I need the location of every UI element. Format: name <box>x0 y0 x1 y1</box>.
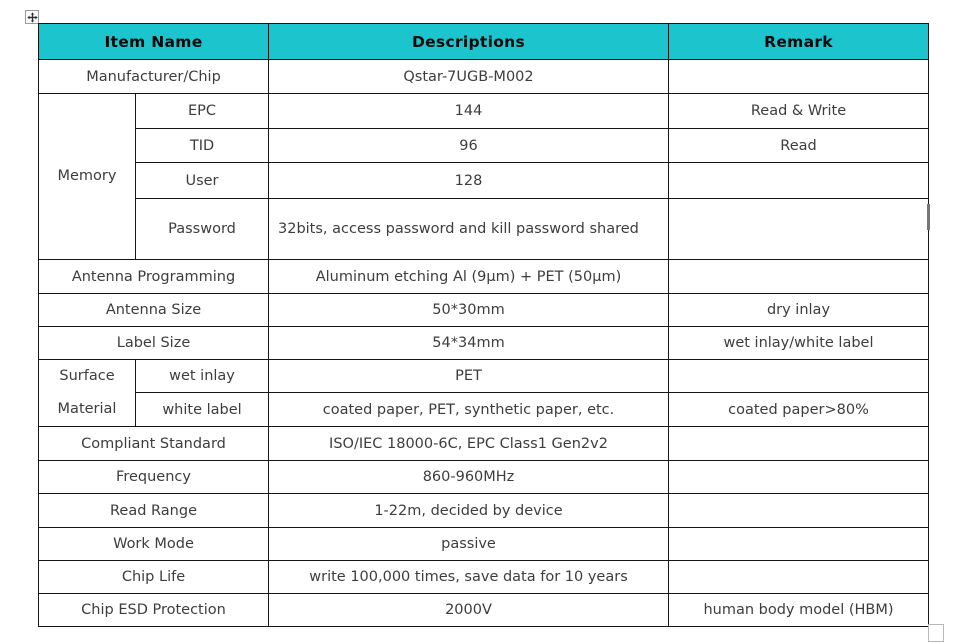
row-work-mode <box>39 528 929 561</box>
row-surface-white-label <box>39 393 929 427</box>
user-label-cell[interactable]: User <box>136 163 269 199</box>
epc-remark-cell[interactable]: Read & Write <box>669 94 929 129</box>
password-remark-cell[interactable] <box>669 199 929 260</box>
label-size-remark-cell[interactable]: wet inlay/white label <box>669 327 929 360</box>
header-descriptions[interactable]: Descriptions <box>269 24 669 60</box>
header-row <box>39 24 929 60</box>
row-chip-esd <box>39 594 929 627</box>
read-range-remark-cell[interactable] <box>669 494 929 528</box>
antenna-size-label-cell[interactable]: Antenna Size <box>39 294 269 327</box>
row-frequency <box>39 461 929 494</box>
wet-inlay-desc-cell[interactable]: PET <box>269 360 669 393</box>
memory-group-cell[interactable]: Memory <box>39 94 136 260</box>
antenna-programming-desc-cell[interactable]: Aluminum etching Al (9μm) + PET (50μm) <box>269 260 669 294</box>
tid-remark-cell[interactable]: Read <box>669 129 929 163</box>
frequency-label-cell[interactable]: Frequency <box>39 461 269 494</box>
chip-esd-remark-cell[interactable]: human body model (HBM) <box>669 594 929 627</box>
work-mode-desc-cell[interactable]: passive <box>269 528 669 561</box>
row-antenna-programming <box>39 260 929 294</box>
header-remark[interactable]: Remark <box>669 24 929 60</box>
work-mode-remark-cell[interactable] <box>669 528 929 561</box>
chip-life-label-cell[interactable]: Chip Life <box>39 561 269 594</box>
frequency-remark-cell[interactable] <box>669 461 929 494</box>
row-label-size <box>39 327 929 360</box>
white-label-remark-cell[interactable]: coated paper>80% <box>669 393 929 427</box>
label-size-desc-cell[interactable]: 54*34mm <box>269 327 669 360</box>
row-antenna-size <box>39 294 929 327</box>
chip-life-desc-cell[interactable]: write 100,000 times, save data for 10 years <box>269 561 669 594</box>
manufacturer-label-cell[interactable]: Manufacturer/Chip <box>39 60 269 94</box>
antenna-size-desc-cell[interactable]: 50*30mm <box>269 294 669 327</box>
row-memory-epc <box>39 94 929 129</box>
tid-label-cell[interactable]: TID <box>136 129 269 163</box>
antenna-programming-label-cell[interactable]: Antenna Programming <box>39 260 269 294</box>
row-memory-user <box>39 163 929 199</box>
specification-table <box>38 23 929 627</box>
label-size-label-cell[interactable]: Label Size <box>39 327 269 360</box>
wet-inlay-label-cell[interactable]: wet inlay <box>136 360 269 393</box>
chip-life-remark-cell[interactable] <box>669 561 929 594</box>
chip-esd-label-cell[interactable]: Chip ESD Protection <box>39 594 269 627</box>
compliant-standard-desc-cell[interactable]: ISO/IEC 18000-6C, EPC Class1 Gen2v2 <box>269 427 669 461</box>
table-move-handle[interactable] <box>25 10 39 24</box>
user-desc-cell[interactable]: 128 <box>269 163 669 199</box>
row-memory-password <box>39 199 929 260</box>
row-read-range <box>39 494 929 528</box>
compliant-standard-label-cell[interactable]: Compliant Standard <box>39 427 269 461</box>
tid-desc-cell[interactable]: 96 <box>269 129 669 163</box>
read-range-label-cell[interactable]: Read Range <box>39 494 269 528</box>
frequency-desc-cell[interactable]: 860-960MHz <box>269 461 669 494</box>
header-item-name[interactable]: Item Name <box>39 24 269 60</box>
manufacturer-desc-cell[interactable]: Qstar-7UGB-M002 <box>269 60 669 94</box>
row-surface-wet-inlay <box>39 360 929 393</box>
password-label-cell[interactable]: Password <box>136 199 269 260</box>
antenna-programming-remark-cell[interactable] <box>669 260 929 294</box>
move-cross-icon <box>27 12 38 23</box>
read-range-desc-cell[interactable]: 1-22m, decided by device <box>269 494 669 528</box>
epc-desc-cell[interactable]: 144 <box>269 94 669 129</box>
row-memory-tid <box>39 129 929 163</box>
user-remark-cell[interactable] <box>669 163 929 199</box>
chip-esd-desc-cell[interactable]: 2000V <box>269 594 669 627</box>
wet-inlay-remark-cell[interactable] <box>669 360 929 393</box>
text-caret <box>927 204 930 230</box>
manufacturer-remark-cell[interactable] <box>669 60 929 94</box>
row-chip-life <box>39 561 929 594</box>
antenna-size-remark-cell[interactable]: dry inlay <box>669 294 929 327</box>
password-desc-cell[interactable]: 32bits, access password and kill password shared <box>269 199 669 260</box>
white-label-desc-cell[interactable]: coated paper, PET, synthetic paper, etc. <box>269 393 669 427</box>
surface-material-group-cell[interactable]: Surface Material <box>39 360 136 427</box>
epc-label-cell[interactable]: EPC <box>136 94 269 129</box>
row-manufacturer <box>39 60 929 94</box>
table-resize-handle[interactable] <box>928 624 944 642</box>
work-mode-label-cell[interactable]: Work Mode <box>39 528 269 561</box>
row-compliant-standard <box>39 427 929 461</box>
compliant-standard-remark-cell[interactable] <box>669 427 929 461</box>
white-label-label-cell[interactable]: white label <box>136 393 269 427</box>
